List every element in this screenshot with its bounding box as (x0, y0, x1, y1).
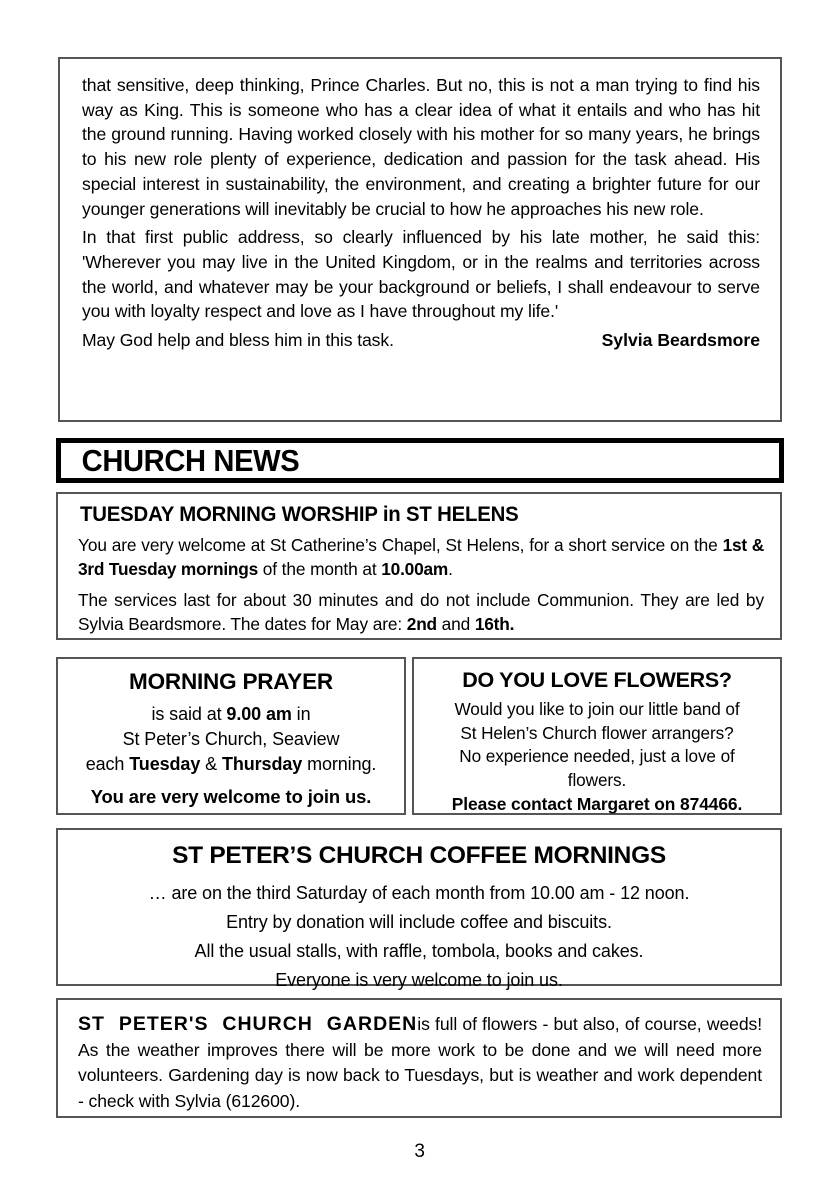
tuesday-worship-paragraph-1 (78, 533, 764, 581)
mp-l3-bold-1: Tuesday (129, 754, 201, 774)
flowers-line-4: flowers. (567, 769, 627, 790)
coffee-line-1: … are on the third Saturday of each month from 10.00 am - 12 noon. (148, 883, 690, 903)
mp-l1-text-1: is said at (151, 704, 227, 724)
garden-paragraph (78, 1012, 762, 1114)
morning-prayer-line-1 (66, 702, 396, 727)
tuesday-p2-text-1: The services last for about 30 minutes and do not include Communion. They are led by Sylvia Beardsmore. The dates for May are: (78, 590, 764, 634)
flowers-line-1: Would you like to join our little band of (454, 699, 740, 719)
coffee-mornings-box (56, 828, 782, 990)
garden-heading: ST PETER'S CHURCH GARDEN (78, 1013, 418, 1035)
mp-l3-text-1: each (85, 754, 130, 774)
mp-l3-text-3: morning. (302, 754, 377, 774)
tuesday-worship-heading: TUESDAY MORNING WORSHIP in ST HELENS (80, 503, 519, 526)
tuesday-p2-bold-2: 16th. (474, 614, 515, 634)
flowers-contact-line: Please contact Margaret on 874466. (451, 794, 743, 814)
article-paragraph-2: In that first public address, so clearly influenced by his late mother, he said this: 'Wherever you may live in the United Kingdom, or in the realms and territories across the world, and whatever may be your background or beliefs, I shall endeavour to serve you with loyalty respect and love as I have throughout my life.' (82, 227, 760, 322)
tuesday-p1-text-2: of the month at (258, 559, 382, 579)
page-number: 3 (414, 1141, 425, 1162)
morning-prayer-line-2: St Peter’s Church, Seaview (122, 729, 340, 749)
mp-l3-bold-2: Thursday (221, 754, 303, 774)
tuesday-p2-bold-1: 2nd (406, 614, 437, 634)
coffee-line-3: All the usual stalls, with raffle, tombola, books and cakes. (194, 941, 644, 961)
article-continuation-box (58, 57, 782, 422)
tuesday-p1-bold-1: 1st & 3rd Tuesday mornings (78, 535, 764, 579)
coffee-mornings-title: ST PETER’S CHURCH COFFEE MORNINGS (172, 842, 666, 869)
church-garden-box (56, 998, 782, 1118)
morning-prayer-line-3 (66, 752, 396, 777)
mp-l1-bold: 9.00 am (226, 704, 292, 724)
tuesday-p1-text-1: You are very welcome at St Catherine’s Chapel, St Helens, for a short service on the (78, 535, 723, 555)
coffee-line-4: Everyone is very welcome to join us. (275, 970, 563, 990)
article-closing-text: May God help and bless him in this task. (82, 330, 394, 351)
article-paragraph-1: that sensitive, deep thinking, Prince Charles. But no, this is not a man trying to find his way as King. This is someone who has a clear idea of what it entails and who has hit the ground running. Having worked closely with his mother for so many years, he brings to his new role plenty of experience, dedication and passion for the task ahead. His special interest in sustainability, the environment, and creating a brighter future for our younger generations will inevitably be crucial to how he approaches his new role. (82, 75, 760, 219)
garden-body-text: is full of flowers - but also, of course, weeds! As the weather improves there will be more work to be done and we will need more volunteers. Gardening day is now back to Tuesdays, but is weather and work dependent - check with Sylvia (612600). (78, 1014, 763, 1111)
mp-l3-text-2: & (200, 754, 222, 774)
tuesday-morning-worship-box (56, 492, 782, 640)
flowers-title: DO YOU LOVE FLOWERS? (462, 668, 732, 692)
mp-l1-text-2: in (291, 704, 311, 724)
article-byline: Sylvia Beardsmore (601, 330, 760, 351)
tuesday-p2-text-2: and (436, 614, 475, 634)
tuesday-p1-text-3: . (448, 559, 453, 579)
tuesday-worship-paragraph-2 (78, 588, 764, 636)
flower-arrangers-box (412, 657, 782, 815)
morning-prayer-line-4: You are very welcome to join us. (90, 786, 372, 807)
church-news-banner (56, 438, 784, 483)
morning-prayer-box (56, 657, 406, 815)
morning-prayer-title: MORNING PRAYER (129, 669, 333, 694)
flowers-line-3: No experience needed, just a love of (459, 746, 735, 766)
article-closing-line (82, 328, 760, 353)
tuesday-p1-bold-2: 10.00am (381, 559, 449, 579)
church-news-title: CHURCH NEWS (81, 443, 300, 478)
flowers-line-2: St Helen’s Church flower arrangers? (460, 722, 734, 743)
coffee-line-2: Entry by donation will include coffee and biscuits. (226, 912, 612, 932)
